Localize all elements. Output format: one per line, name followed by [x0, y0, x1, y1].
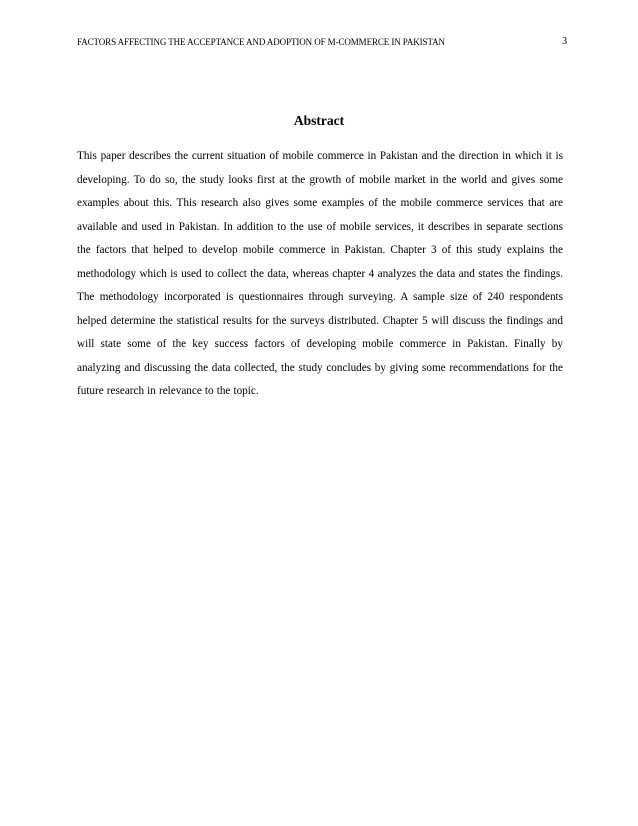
- page-number: 3: [562, 36, 567, 47]
- abstract-heading: Abstract: [293, 113, 345, 128]
- running-head: [77, 35, 567, 49]
- abstract-body: This paper describes the current situation of mobile commerce in Pakistan and the direction in which it is developing. To do so, the study looks first at the growth of mobile market in the world and gives some examples about this. This research also gives some examples of the mobile commerce services that are available and used in Pakistan. In addition to the use of mobile services, it describes in separate sections the factors that helped to develop mobile commerce in Pakistan. Chapter 3 of this study explains the methodology which is used to collect the data, whereas chapter 4 analyzes the data and states the findings. The methodology incorporated is questionnaires through surveying. A sample size of 240 respondents helped determine the statistical results for the surveys distributed. Chapter 5 will discuss the findings and will state some of the key success factors of developing mobile commerce in Pakistan. Finally by analyzing and discussing the data collected, the study concludes by giving some recommendations for the future research in relevance to the topic.: [77, 150, 563, 397]
- running-head-title: FACTORS AFFECTING THE ACCEPTANCE AND ADOPTION OF M-COMMERCE IN PAKISTAN: [77, 37, 445, 47]
